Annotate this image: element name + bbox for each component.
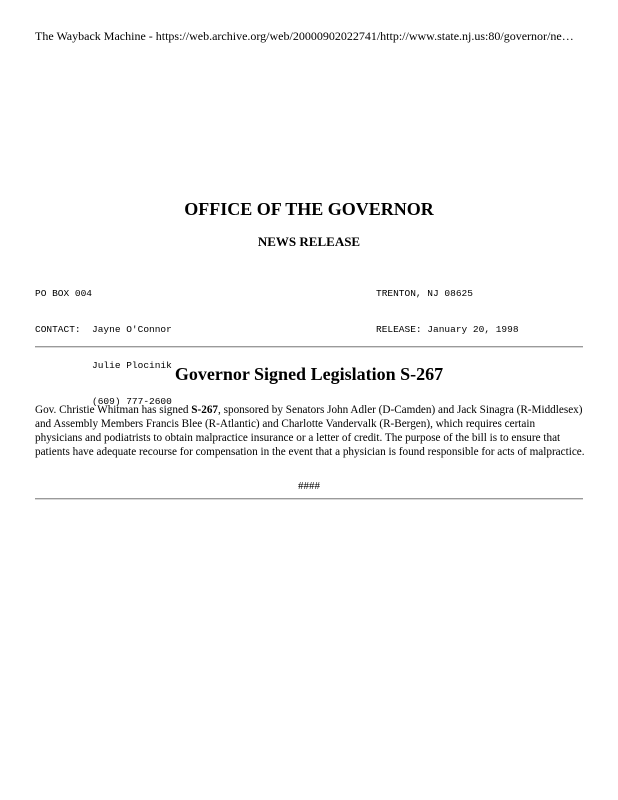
end-mark: #### (298, 480, 320, 492)
headline: Governor Signed Legislation S-267 (174, 364, 444, 384)
body-text-start: Gov. Christie Whitman has signed (35, 404, 192, 416)
location: TRENTON, NJ 08625 (376, 288, 473, 299)
divider-top (35, 346, 583, 348)
release-date: RELEASE: January 20, 1998 (376, 324, 519, 335)
contact-phone: (609) 777-2600 (35, 396, 172, 407)
contact-block-left (35, 264, 172, 420)
bill-number: S-267 (191, 404, 219, 416)
contact-block-right (376, 264, 519, 348)
divider-bottom (35, 498, 583, 500)
wayback-header: The Wayback Machine - https://web.archive.org/web/20000902022741/http://www.state.nj.us:80/governor/ne… (35, 29, 574, 43)
office-title: OFFICE OF THE GOVERNOR (184, 199, 434, 219)
contact-line-2: Julie Plocinik (35, 360, 172, 371)
contact-line: CONTACT: Jayne O'Connor (35, 324, 172, 335)
news-release-title: NEWS RELEASE (257, 234, 361, 249)
po-box: PO BOX 004 (35, 288, 93, 299)
body-paragraph (35, 403, 585, 459)
body-text-rest: , sponsored by Senators John Adler (D-Camden) and Jack Sinagra (R-Middlesex) and Assembly Members Francis Blee (R-Atlantic) and Charlotte Vandervalk (R-Bergen), which requires certain physicians and podiatrists to obtain malpractice insurance or a letter of credit. The purpose of the bill is to ensure that patients have adequate recourse for compensation in the event that a physician is found responsible for acts of malpractice. (35, 404, 585, 458)
